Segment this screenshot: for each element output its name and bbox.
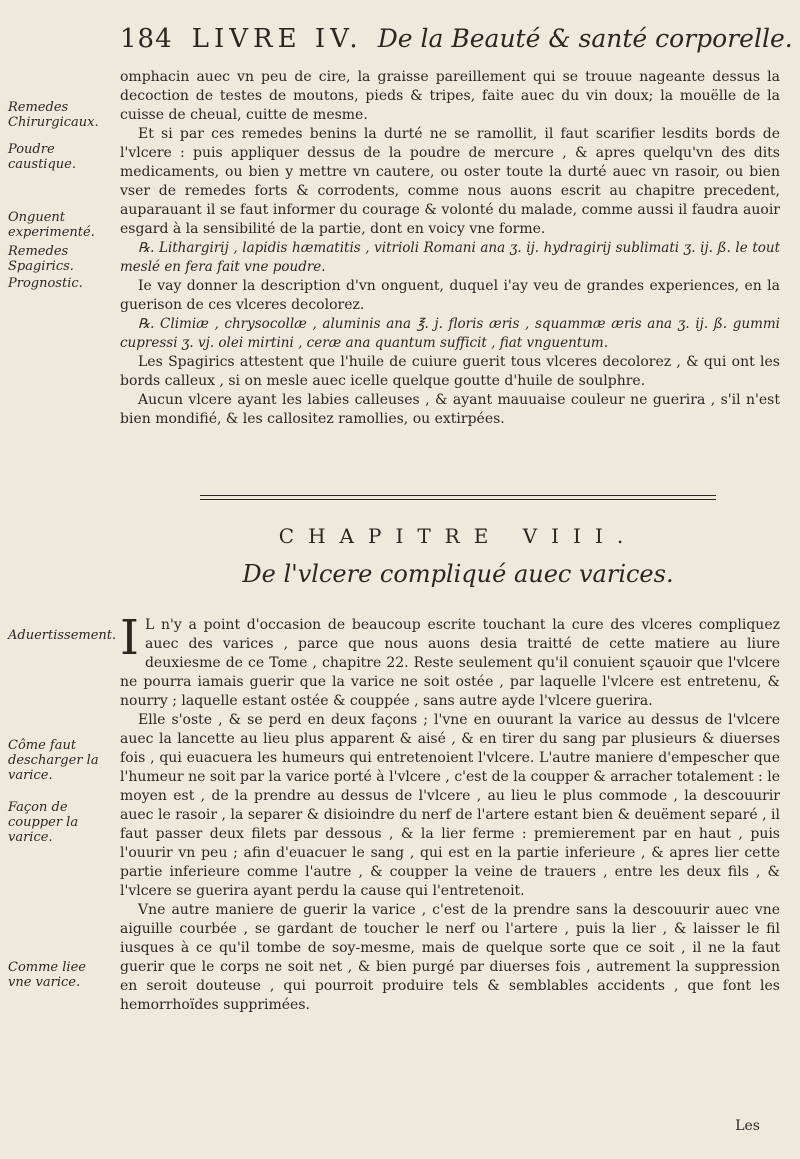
paragraph: Vne autre maniere de guerir la varice , c'est de la prendre sans la descouurir auec vne aiguille courbée , se gardant de toucher le nerf ou l'artere , puis la lier , & laisser le fil iusques à ce qu'il tombe de soy-mesme, mais de quelque sorte que ce soit , il ne la faut guerir que le corps ne soit net , & bien purgé par diuerses fois , autrement la suppression en seroit douteuse , qui pourroit produire tels & semblables accidents , que font les hemorrhoïdes supprimées. (120, 902, 780, 1013)
book-label: LIVRE IV. (191, 24, 363, 54)
margin-note: Onguent experimenté. (8, 210, 95, 240)
margin-note: Aduertissement. (8, 628, 117, 643)
running-title: De la Beauté & santé corporelle. (377, 24, 793, 53)
paragraph-text: L n'y a point d'occasion de beaucoup escrite touchant la cure des vlceres compliquez auec des varices , parce que nous auons desia traitté de cette matiere au liure deuxiesme de ce Tome , chapitre 22. Reste seulement qu'il conuient sçauoir que l'vlcere ne pourra iamais guerir que la varice ne soit ostée , par laquelle l'vlcere est entretenu, & nourry ; laquelle estant ostée & couppée , sans autre ayde l'vlcere guerira. (120, 617, 780, 709)
margin-note: Côme faut descharger la varice. (8, 738, 99, 783)
margin-note: Comme liee vne varice. (8, 960, 86, 990)
chapter-body (120, 610, 780, 1015)
margin-note: Poudre caustique. (8, 142, 76, 172)
paragraph: Elle s'oste , & se perd en deux façons ; l'vne en ouurant la varice au dessus de l'vlcere auec la lancette au lieu plus apparent & aisé , & en tirer du sang par plusieurs & diuerses fois , qui euacuera les humeurs qui entretenoient l'vlcere. L'autre maniere d'empescher que l'humeur ne soit par la varice porté à l'vlcere , c'est de la coupper & arracher totalement : le moyen est , de la prendre au dessus de l'vlcere , au lieu le plus commode , la descouurir auec le rasoir , la separer & disioindre du nerf de l'artere estant bien & deuëment separé , il faut passer deux filets par dessous , & la lier ferme : premierement par en haut , puis l'ouurir vn peu ; afin d'euacuer le sang , qui est en la partie inferieure , & apres lier cette partie inferieure comme l'autre , & coupper la veine de trauers , entre les deux fils , & l'vlcere se guerira ayant perdu la cause qui l'entretenoit. (120, 712, 780, 899)
running-header (120, 24, 793, 64)
recipe-paragraph: ℞. Climiæ , chrysocollæ , aluminis ana ℥. j. floris æris , squammæ æris ana ʒ. ij. ß. gummi cupressi ʒ. vj. olei mirtini , ceræ ana quantum sufficit , fiat vnguentum. (120, 316, 780, 351)
decorative-rule (200, 495, 716, 500)
recipe-paragraph: ℞. Lithargirij , lapidis hæmatitis , vitrioli Romani ana ʒ. ij. hydragirij sublimati ʒ. ij. ß. le tout meslé en fera fait vne poudre. (120, 240, 780, 275)
paragraph: Aucun vlcere ayant les labies calleuses , & ayant mauuaise couleur ne guerira , s'il n'est bien mondifié, & les callositez ramollies, ou extirpées. (120, 392, 780, 427)
paragraph: Les Spagirics attestent que l'huile de cuiure guerit tous vlceres decolorez , & qui ont les bords calleux , si on mesle auec icelle quelque goutte d'huile de soulphre. (120, 354, 780, 389)
section-before-chapter (120, 68, 780, 429)
catchword: Les (735, 1118, 760, 1134)
paragraph: Ie vay donner la description d'vn onguent, duquel i'ay veu de grandes experiences, en la guerison de ces vlceres decolorez. (120, 278, 780, 313)
margin-note: Remedes Spagirics. (8, 244, 74, 274)
margin-note: Prognostic. (8, 276, 83, 291)
paragraph: omphacin auec vn peu de cire, la graisse pareillement qui se trouue nageante dessus la decoction de testes de moutons, pieds & tripes, faite auec du vin doux; la mouëlle de la cuisse de cheual, cuitte de mesme. (120, 69, 780, 123)
paragraph (120, 610, 780, 711)
page-number: 184 (120, 24, 173, 54)
paragraph: Et si par ces remedes benins la durté ne se ramollit, il faut scarifier lesdits bords de l'vlcere : puis appliquer dessus de la poudre de mercure , & apres quelqu'vn des dits medicaments, ou bien y mettre vn cautere, ou oster toute la durté auec vn rasoir, ou bien vser de remedes forts & corrodents, comme nous auons escrit au chapitre precedent, auparauant il se faut informer du courage & volonté du malade, comme aussi il faudra auoir esgard à la sensibilité de la partie, dont en voicy vne forme. (120, 126, 780, 237)
drop-cap: I (120, 610, 139, 666)
chapter-heading: CHAPITRE VIII. (278, 524, 638, 548)
margin-note: Remedes Chirurgicaux. (8, 100, 99, 130)
margin-note: Façon de coupper la varice. (8, 800, 79, 845)
chapter-title: De l'vlcere compliqué auec varices. (242, 560, 674, 588)
